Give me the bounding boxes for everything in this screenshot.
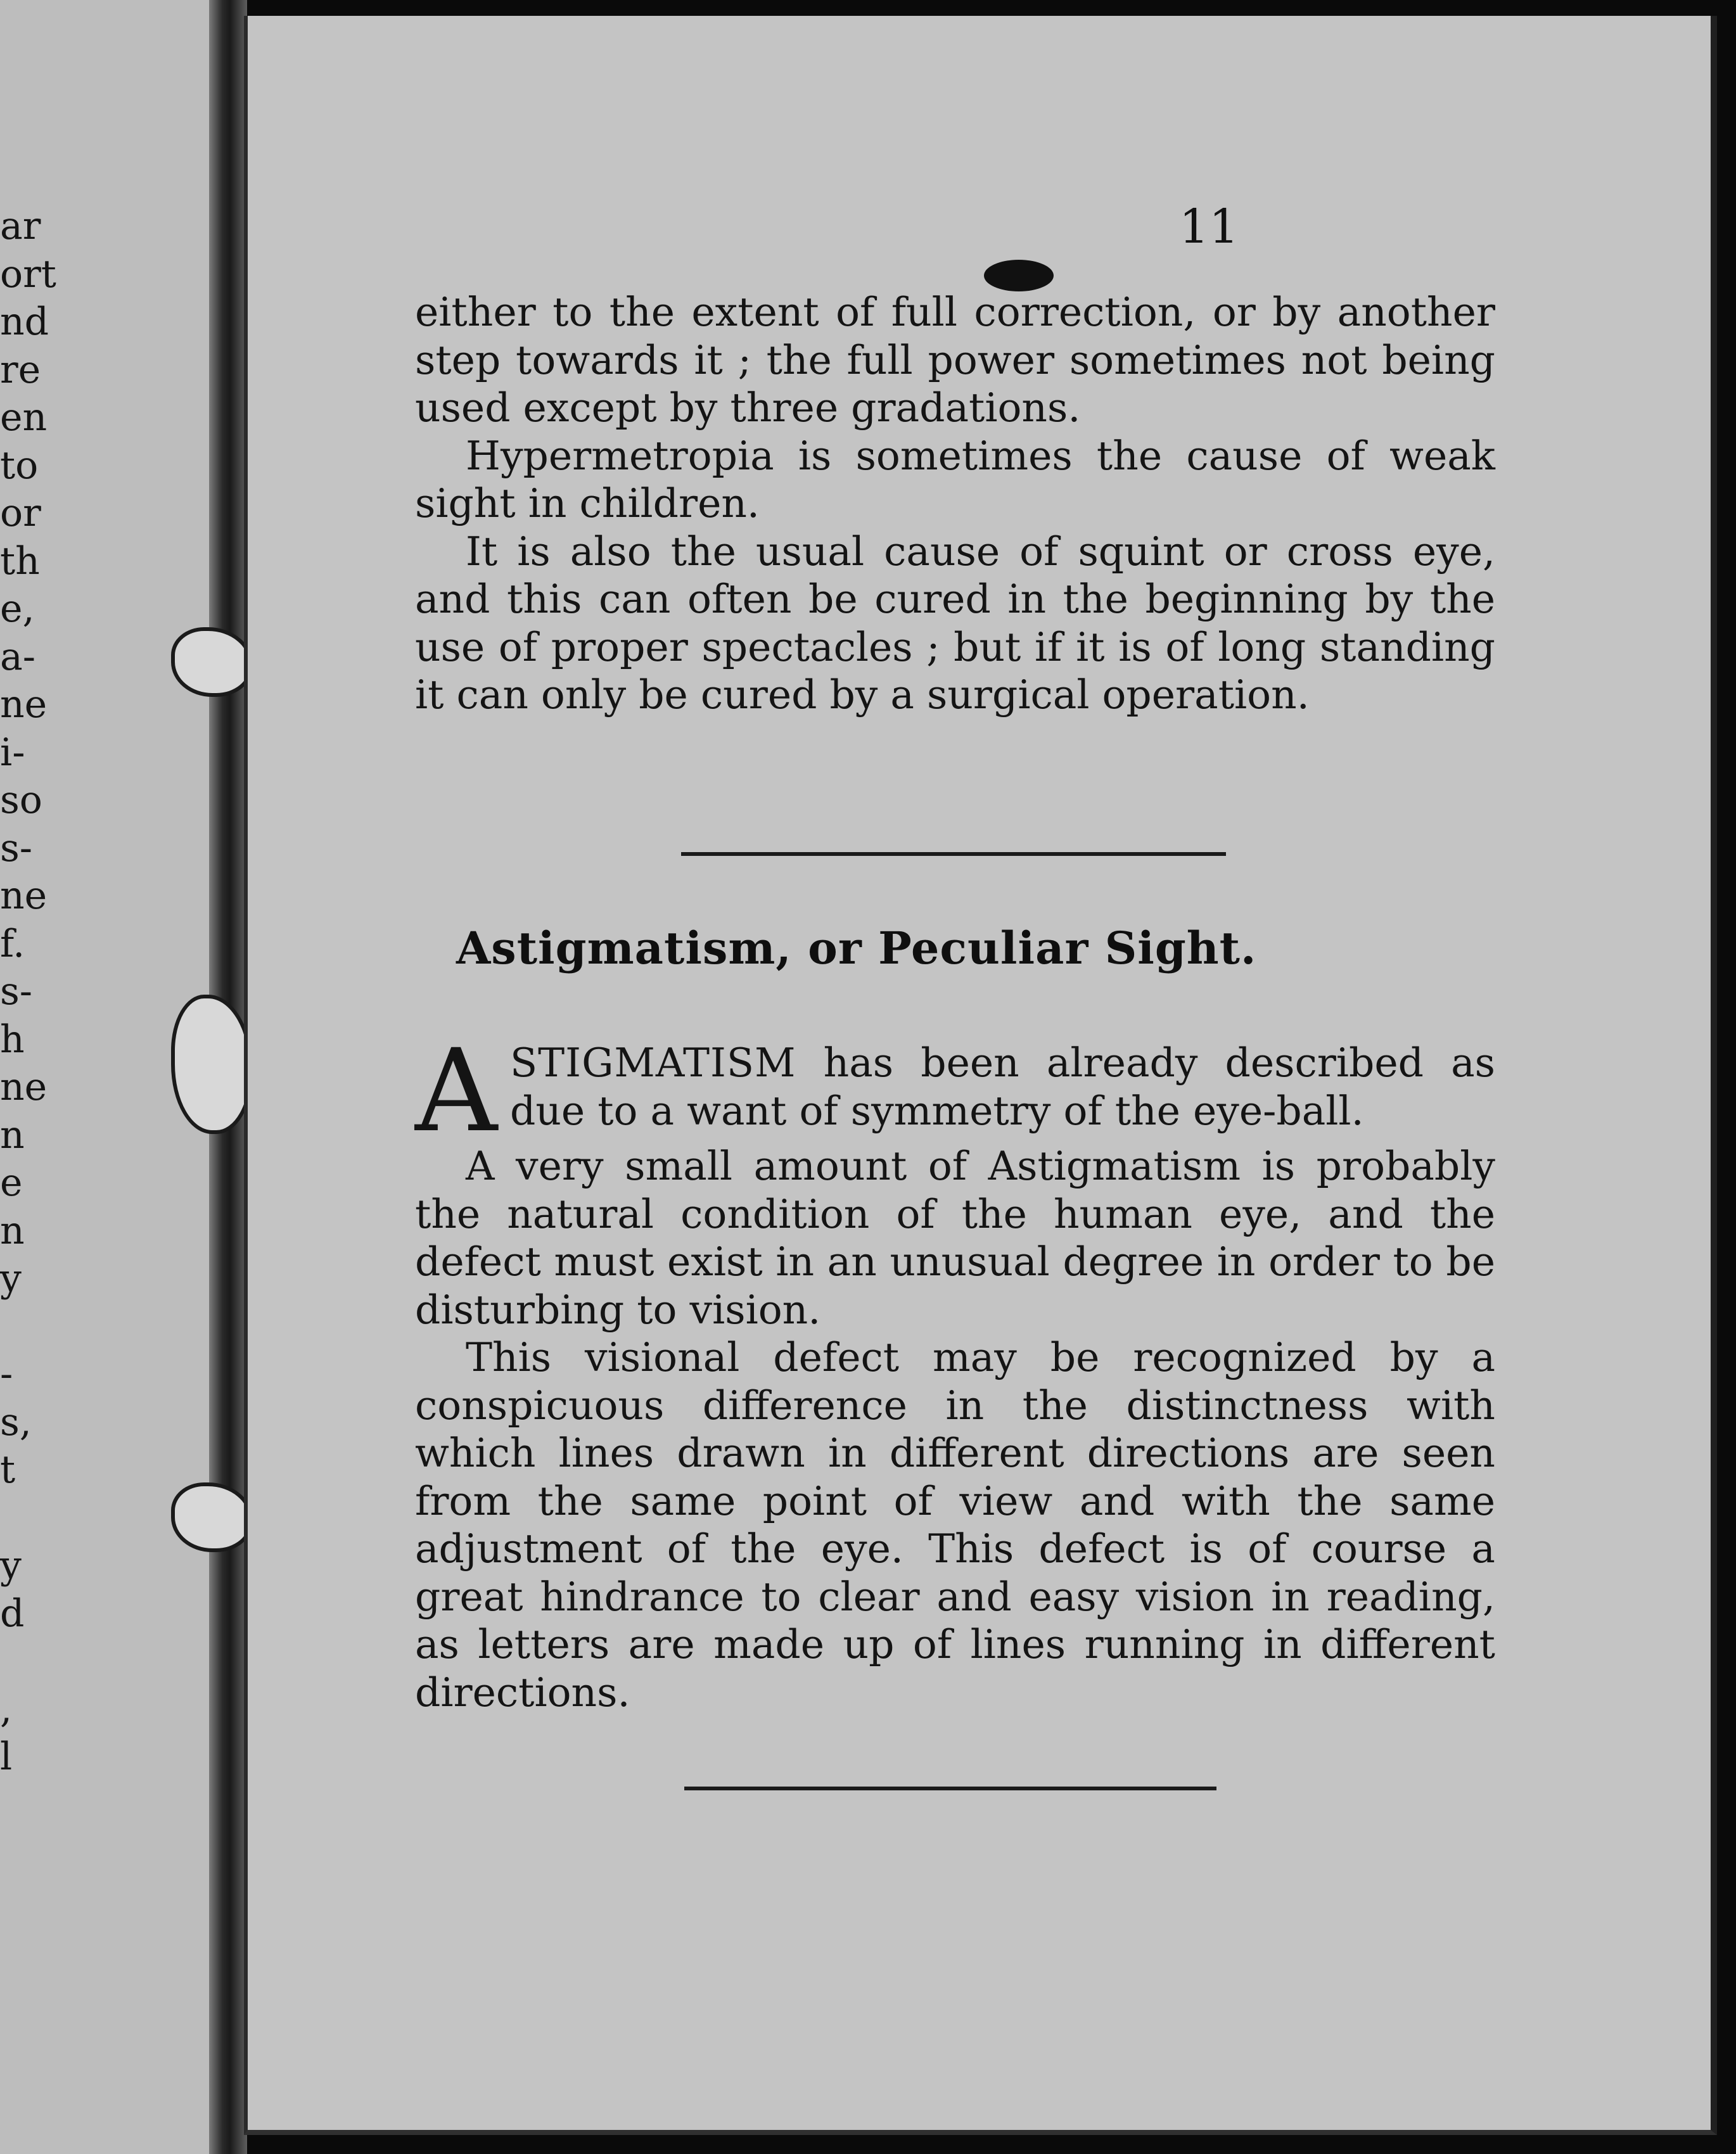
previous-page-fragment: l	[0, 1735, 13, 1779]
section-divider-top	[681, 852, 1226, 856]
previous-page-fragment: e	[0, 1161, 23, 1205]
previous-page-fragment	[0, 1303, 63, 1351]
previous-page-fragment: d	[0, 1591, 25, 1636]
previous-page-fragment: y	[0, 1256, 22, 1301]
previous-page-fragment: ne	[0, 1065, 48, 1109]
page-number: 11	[1179, 200, 1239, 254]
previous-page-fragment: ne	[0, 874, 48, 918]
paragraph-continuation: either to the extent of full correction, or by another step towards it ; the full power sometimes not being used except by three gradations.	[415, 289, 1495, 431]
previous-page-fragment: or	[0, 491, 41, 535]
previous-page-fragment: to	[0, 443, 39, 488]
previous-page-fragment: ort	[0, 252, 56, 296]
previous-page-fragment: nd	[0, 300, 49, 344]
paragraph-squint: It is also the usual cause of squint or cross eye, and this can often be cured in the beginning by the use of proper spectacles ; but if it is of long standing it can only be cured by a surgical operation.	[415, 528, 1495, 718]
previous-page-fragment: th	[0, 538, 40, 583]
previous-page-fragment: f.	[0, 921, 25, 966]
astigmatism-text	[415, 1025, 1495, 1716]
previous-page-fragment: h	[0, 1017, 25, 1062]
opening-paragraph	[415, 1025, 1495, 1157]
ink-blot	[984, 260, 1054, 291]
previous-page-fragment: e,	[0, 587, 35, 631]
opening-rest: has been already described as due to a want of symmetry of the eye-ball.	[510, 1040, 1495, 1134]
previous-page-fragment: ne	[0, 682, 48, 727]
drop-cap: A	[415, 1025, 497, 1157]
previous-page-fragment: a-	[0, 634, 36, 679]
previous-page-fragment: t	[0, 1448, 16, 1492]
continued-text	[415, 288, 1495, 719]
previous-page-fragment	[0, 1494, 63, 1543]
previous-page-fragment: s,	[0, 1399, 32, 1444]
previous-page-fragment: y	[0, 1543, 22, 1588]
previous-page-fragment: so	[0, 778, 42, 822]
previous-page-fragment: re	[0, 347, 41, 392]
previous-page-fragment	[0, 1638, 63, 1686]
previous-page-fragment: s-	[0, 825, 33, 870]
previous-page-line-fragments	[0, 203, 63, 1781]
previous-page-fragment: s-	[0, 969, 33, 1014]
opening-text	[415, 1039, 1495, 1135]
previous-page-fragment: i-	[0, 730, 25, 775]
previous-page-fragment: ,	[0, 1686, 13, 1731]
paragraph-visional-defect: This visional defect may be recognized by a conspicuous difference in the distinctness with which lines drawn in different directions are seen from the same point of view and with the same adjustment of the eye. This defect is of course a great hindrance to clear and easy vision in reading, as letters are made up of lines running in different directions.	[415, 1334, 1495, 1716]
section-divider-bottom	[684, 1787, 1216, 1790]
previous-page-fragment: -	[0, 1352, 13, 1396]
paragraph-natural-condition: A very small amount of Astigmatism is probably the natural condition of the human eye, and the defect must exist in an unusual degree in order to be disturbing to vision.	[415, 1143, 1495, 1333]
previous-page-fragment: en	[0, 395, 48, 440]
previous-page-fragment: n	[0, 1208, 25, 1253]
previous-page-fragment: n	[0, 1112, 25, 1157]
section-heading: Astigmatism, or Peculiar Sight.	[456, 922, 1257, 974]
opening-small-caps: STIGMATISM	[510, 1040, 796, 1086]
paragraph-hypermetropia: Hypermetropia is sometimes the cause of weak sight in children.	[415, 432, 1495, 526]
previous-page-fragment: ar	[0, 204, 41, 248]
